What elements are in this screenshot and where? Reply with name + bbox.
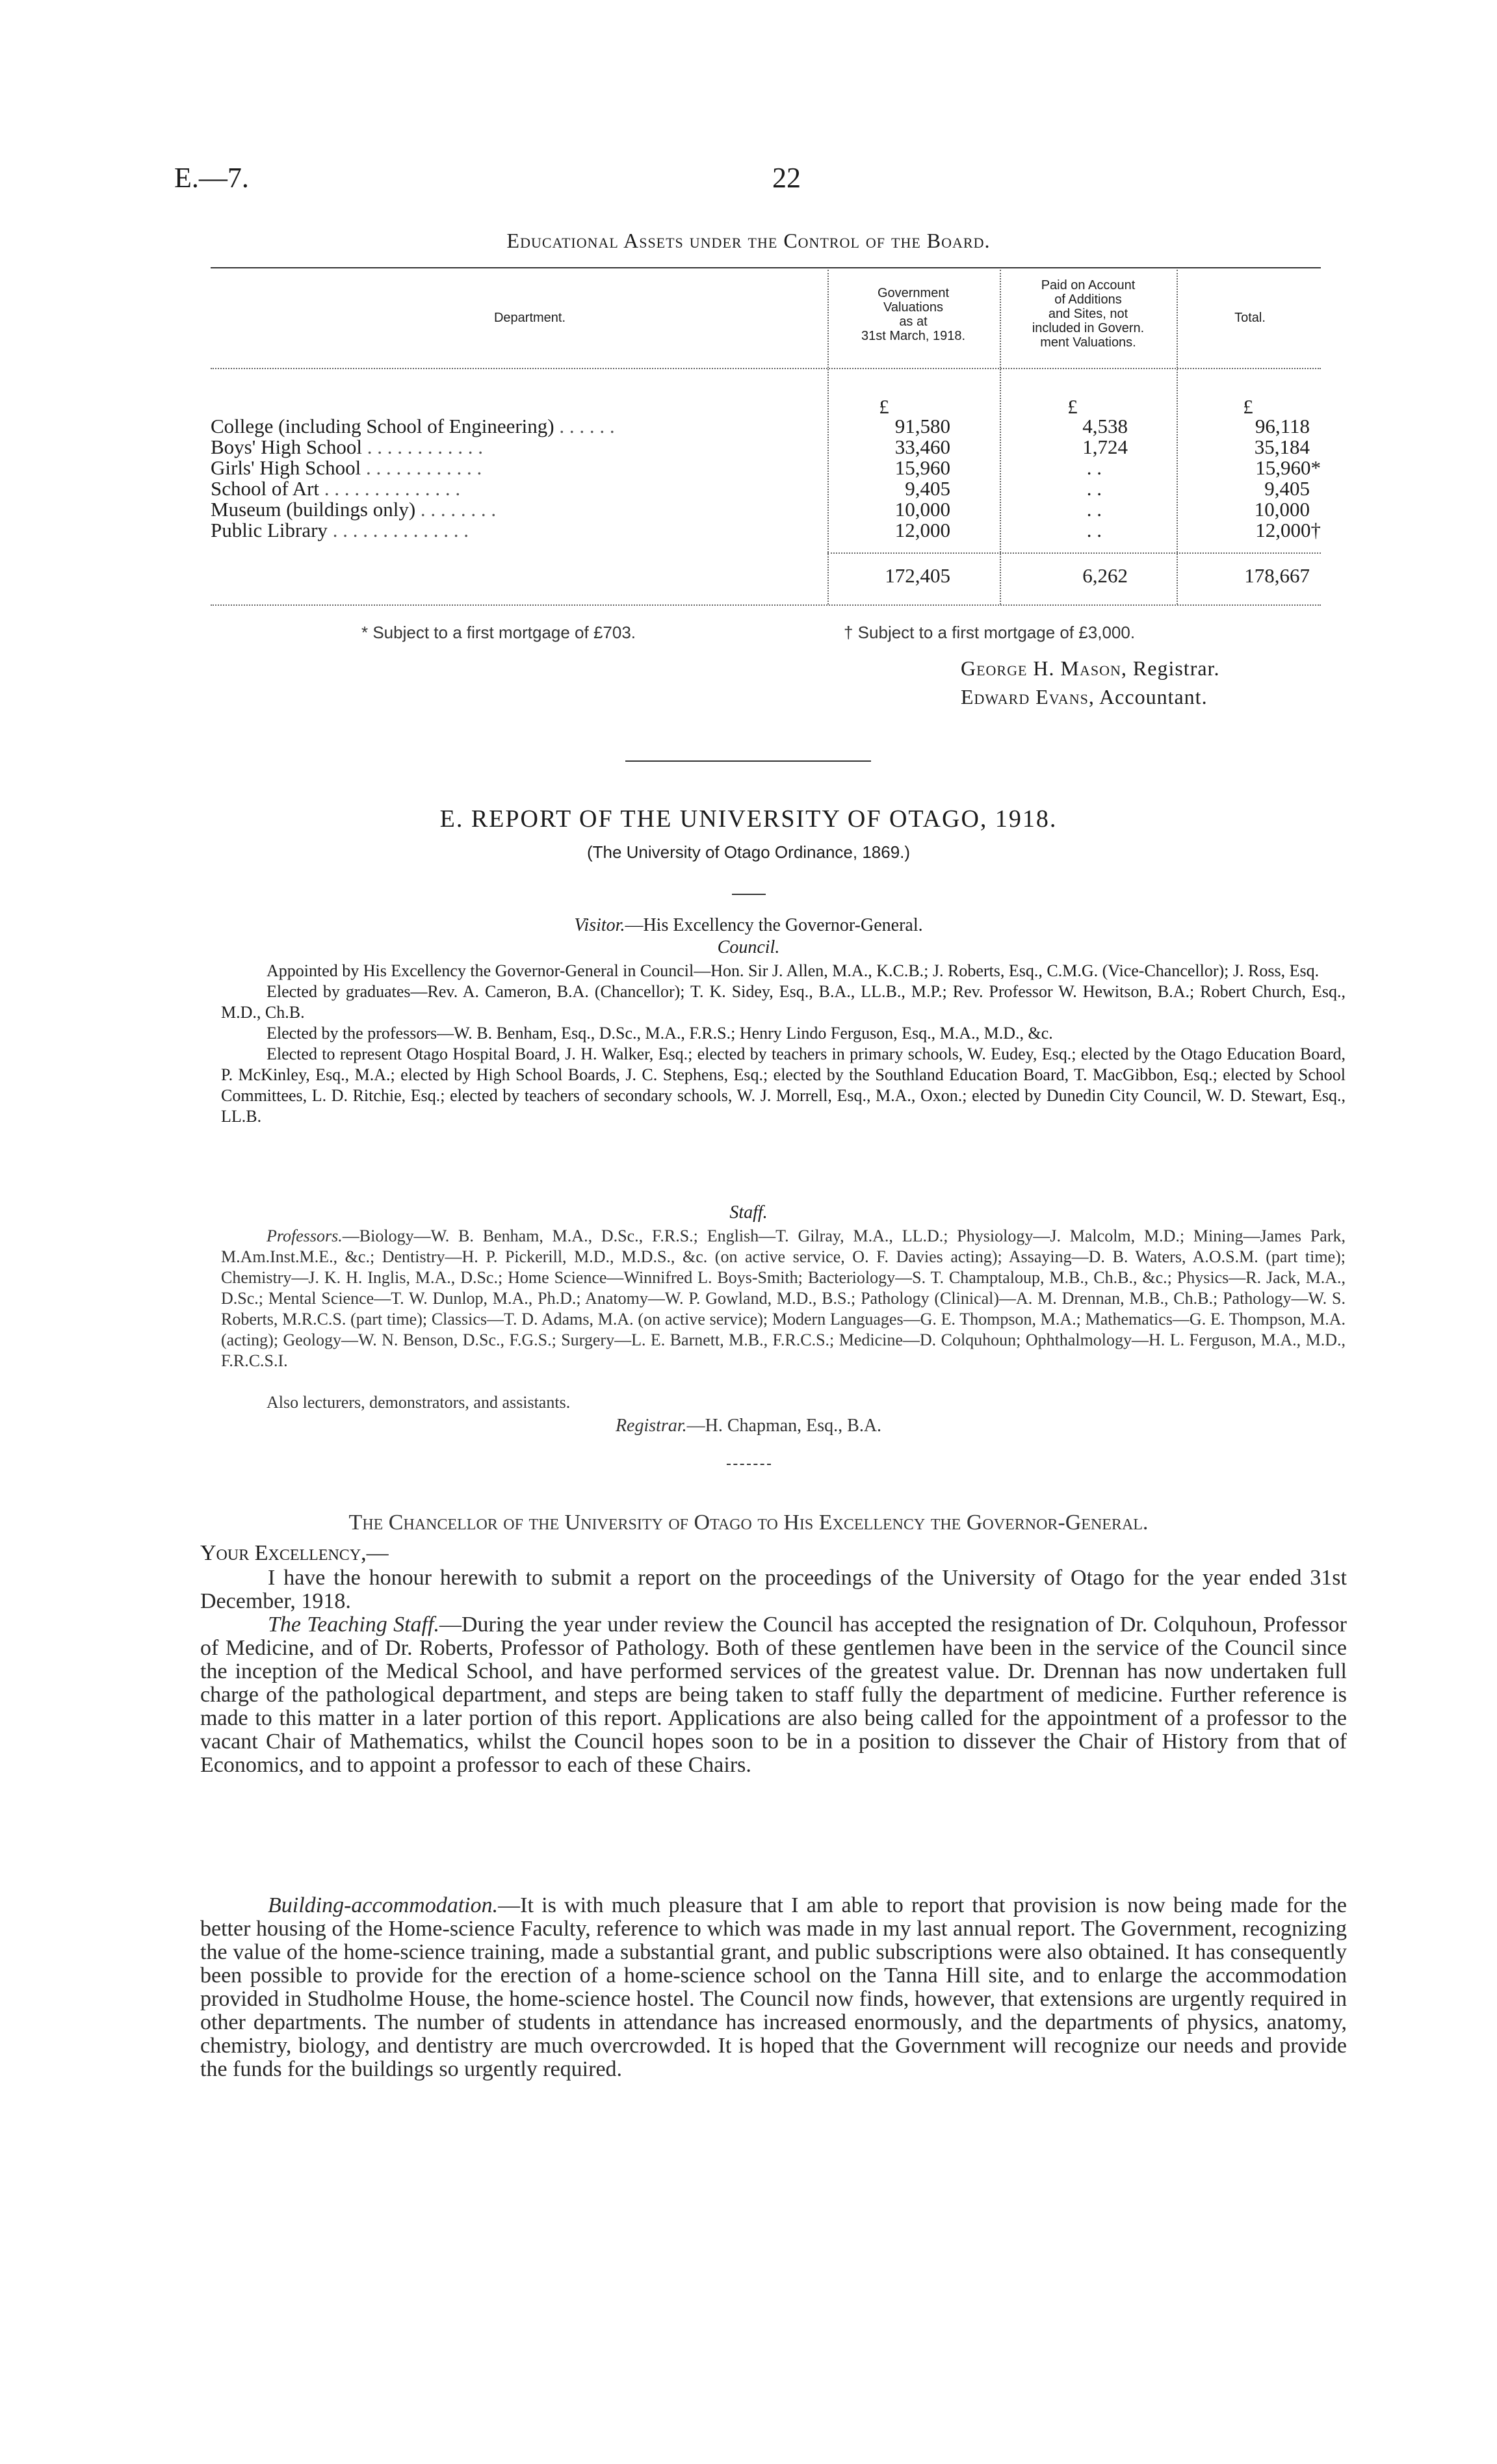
table-row: Public Library . . . . . . . . . . . . . . [211, 519, 469, 541]
col-header-paid: Paid on Account of Additions and Sites, not included in Govern. ment Valuations. [1032, 278, 1145, 350]
page-number: 22 [772, 162, 801, 194]
section-divider [625, 760, 871, 762]
table-row: Girls' High School . . . . . . . . . . . . [211, 456, 482, 479]
paid-additions: . . [1086, 456, 1102, 479]
grand-total: 178,667 [1244, 564, 1310, 587]
footnote: † Subject to a first mortgage of £3,000. [844, 623, 1136, 642]
paid-additions: . . [1086, 498, 1102, 521]
col-header-government: Government Valuations as at 31st March, 1918. [861, 286, 966, 343]
professors-list: Professors.—Biology—W. B. Benham, M.A., D.Sc., F.R.S.; English—T. Gilray, M.A., LL.D.; Physiology—J. Malcolm, M.D.; Mining—James Park, M.Am.Inst.M.E., &c.; Dentistry—H. P. Pickerill, M.D., M.D.S., &c. (on active service, O. F. Davies acting); Assaying—D. B. Waters, A.O.S.M. (part time); Chemistry—J. K. H. Inglis, M.A., D.Sc.; Home Science—Winnifred L. Boys-Smith; Bacteriology—S. T. Champtaloup, M.B., Ch.B., &c.; Physics—R. Jack, M.A., D.Sc.; Mental Science—T. W. Dunlop, M.A., Ph.D.; Anatomy—W. P. Gowland, M.D., B.S.; Pathology (Clinical)—A. M. Drennan, M.B., Ch.B.; Pathology—W. S. Roberts, M.R.C.S. (part time); Classics—T. D. Adams, M.A. (on active service); Modern Languages—G. E. Thompson, M.A.; Mathematics—G. E. Thompson, M.A. (acting); Geology—W. N. Benson, D.Sc., F.G.S.; Surgery—L. E. Barnett, M.B., F.R.C.S.; Medicine—D. Colquhoun; Ophthalmology—H. L. Ferguson, M.A., M.D., F.R.C.S.I. [221, 1226, 1346, 1370]
council-members: Appointed by His Excellency the Governor-General in Council—Hon. Sir J. Allen, M.A., K.C.B.; J. Roberts, Esq., C.M.G. (Vice-Chancellor); J. Ross, Esq. Elected by graduates—Rev. A. Cameron, B.A. (Chancellor); T. K. Sidey, Esq., B.A., LL.B., M.P.; Rev. Professor W. Hewitson, B.A.; Robert Church, Esq., M.D., Ch.B. Elected by the professors—W. B. Benham, Esq., D.Sc., M.A., F.R.S.; Henry Lindo Ferguson, Esq., M.A., M.D., &c. Elected to represent Otago Hospital Board, J. H. Walker, Esq.; elected by teachers in primary schools, W. Eudey, Esq.; elected by the Otago Education Board, P. McKinley, Esq., M.A.; elected by High School Boards, J. C. Stephens, Esq.; elected by the Southland Education Board, T. MacGibbon, Esq.; elected by School Committees, L. D. Ritchie, Esq.; elected by teachers of secondary schools, W. J. Morrell, Esq., M.A., Oxon.; elected by Dunedin City Council, W. D. Stewart, Esq., LL.B. [221, 961, 1346, 1126]
gov-valuation-total: 172,405 [885, 564, 950, 587]
table-row: College (including School of Engineering) . . . . . . [211, 415, 615, 437]
salutation: Your Excellency,— [200, 1541, 389, 1565]
gov-valuation: 33,460 [894, 435, 950, 458]
visitor-line: Visitor.—His Excellency the Governor-General. [574, 915, 923, 935]
letter-intro: I have the honour herewith to submit a report on the proceedings of the University of Otago for the year ended 31st December, 1918. [200, 1566, 1347, 1613]
short-rule [732, 894, 766, 895]
table-header-rule [211, 368, 1321, 369]
gov-valuation: 15,960 [894, 456, 950, 479]
paid-additions: . . [1086, 477, 1102, 500]
table-bottom-rule [211, 604, 1321, 606]
column-divider [1000, 270, 1001, 604]
table-row: Museum (buildings only) . . . . . . . . [211, 498, 497, 521]
paid-additions: . . [1086, 519, 1102, 541]
table-row: School of Art . . . . . . . . . . . . . . [211, 477, 461, 500]
short-rule [727, 1464, 771, 1465]
gov-valuation: 91,580 [894, 415, 950, 437]
signature-accountant: Edward Evans, Accountant. [961, 685, 1208, 708]
teaching-staff-paragraph: The Teaching Staff.—During the year under review the Council has accepted the resignation of Dr. Colquhoun, Professor of Medicine, and of Dr. Roberts, Professor of Pathology. Both of these gentlemen have been in the service of the Council since the inception of the Medical School, and have performed services of the greatest value. Dr. Drennan has now undertaken full charge of the pathological department, and steps are being taken to staff fully the department of medicine. Further reference is made to this matter in a later portion of this report. Applications are also being called for the appointment of a professor to the vacant Chair of Mathematics, whilst the Council hopes soon to be in a position to dissever the Chair of History from that of Economics, and to appoint a professor to each of these Chairs. [200, 1613, 1347, 1777]
staff-heading: Staff. [729, 1202, 768, 1223]
table-title: Educational Assets under the Control of the Board. [506, 229, 991, 252]
council-heading: Council. [717, 937, 780, 957]
registrar-line: Registrar.—H. Chapman, Esq., B.A. [615, 1416, 882, 1436]
column-divider [827, 270, 829, 604]
row-total: 15,960* [1255, 456, 1321, 479]
gov-valuation: 10,000 [894, 498, 950, 521]
letter-heading: The Chancellor of the University of Otago to His Excellency the Governor-General. [348, 1511, 1149, 1535]
row-total: 12,000† [1255, 519, 1321, 541]
row-total: 96,118 [1255, 415, 1310, 437]
report-title: E. REPORT OF THE UNIVERSITY OF OTAGO, 1918. [439, 805, 1058, 833]
row-total: 9,405 [1264, 477, 1310, 500]
table-top-rule [211, 267, 1321, 268]
gov-valuation: 12,000 [894, 519, 950, 541]
row-total: 10,000 [1254, 498, 1310, 521]
currency-symbol: £ [1067, 395, 1078, 418]
signature-registrar: George H. Mason, Registrar. [961, 656, 1220, 680]
report-subtitle: (The University of Otago Ordinance, 1869.) [586, 842, 911, 862]
paid-additions-total: 6,262 [1082, 564, 1128, 587]
col-header-total: Total. [1234, 311, 1266, 325]
currency-symbol: £ [1243, 395, 1253, 418]
row-total: 35,184 [1254, 435, 1310, 458]
table-row: Boys' High School . . . . . . . . . . . . [211, 435, 483, 458]
footnote: * Subject to a first mortgage of £703. [361, 623, 636, 642]
paid-additions: 1,724 [1082, 435, 1128, 458]
col-header-department: Department. [493, 311, 566, 325]
staff-note: Also lecturers, demonstrators, and assistants. [267, 1393, 571, 1412]
document-code: E.—7. [174, 162, 249, 194]
building-paragraph: Building-accommodation.—It is with much pleasure that I am able to report that provision is now being made for the better housing of the Home-science Faculty, reference to which was made in my last annual report. The Government, recognizing the value of the home-science training, made a substantial grant, and public subscriptions were also obtained. It has consequently been possible to provide for the erection of a home-science school on the Tanna Hill site, and to enlarge the accommodation provided in Studholme House, the home-science hostel. The Council now finds, however, that extensions are urgently required in other departments. The number of students in attendance has increased enormously, and the departments of physics, anatomy, chemistry, biology, and dentistry are much overcrowded. It is hoped that the Government will recognize our needs and provide the funds for the buildings so urgently required. [200, 1893, 1347, 2081]
currency-symbol: £ [879, 395, 889, 418]
gov-valuation: 9,405 [905, 477, 950, 500]
column-divider [1177, 270, 1178, 604]
totals-rule [827, 552, 1321, 554]
paid-additions: 4,538 [1082, 415, 1128, 437]
